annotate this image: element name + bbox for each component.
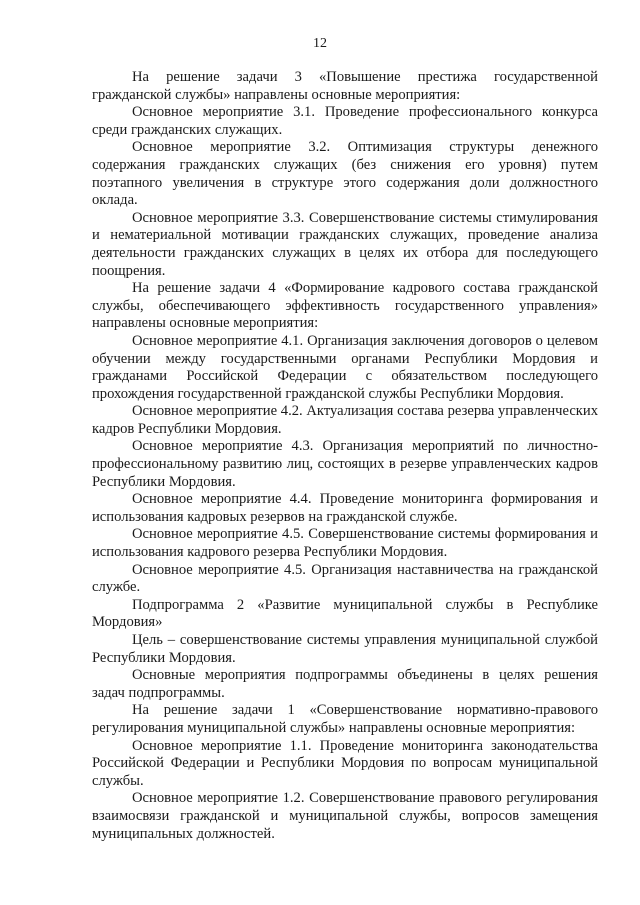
paragraph: Основное мероприятие 4.5. Совершенствование системы формирования и использования кадрового резерва Республики Мордовия. <box>92 526 598 561</box>
paragraph: Основное мероприятие 4.4. Проведение мониторинга формирования и использования кадровых резервов на гражданской службе. <box>92 491 598 525</box>
paragraph: Основное мероприятие 4.3. Организация мероприятий по личностно-профессиональному развитию лиц, состоящих в резерве управленческих кадров Республики Мордовия. <box>92 438 598 490</box>
paragraph: Основное мероприятие 1.1. Проведение мониторинга законодательства Российской Федерации и Республики Мордовия по вопросам муниципальной службы. <box>92 737 598 789</box>
page-number: 12 <box>313 36 327 51</box>
subprogram-heading: Подпрограмма 2 «Развитие муниципальной службы в Республике Мордовия» <box>92 596 598 631</box>
paragraph: Основное мероприятие 1.2. Совершенствование правового регулирования взаимосвязи гражданской и муниципальной службы, вопросов замещения муниципальных должностей. <box>92 790 598 842</box>
paragraph: Основное мероприятие 3.3. Совершенствование системы стимулирования и нематериальной мотивации гражданских служащих, проведение анализа деятельности гражданских служащих в целях их отбора для последующего поощрения. <box>92 209 598 279</box>
paragraph: Основные мероприятия подпрограммы объединены в целях решения задач подпрограммы. <box>92 667 598 701</box>
paragraph: На решение задачи 4 «Формирование кадрового состава гражданской службы, обеспечивающего эффективность государственного управления» направлены основные мероприятия: <box>92 280 598 332</box>
paragraph: Основное мероприятие 4.5. Организация наставничества на гражданской службе. <box>92 561 598 596</box>
paragraph: Основное мероприятие 3.1. Проведение профессионального конкурса среди гражданских служащих. <box>92 104 598 138</box>
paragraph: На решение задачи 1 «Совершенствование нормативно-правового регулирования муниципальной службы» направлены основные мероприятия: <box>92 702 598 736</box>
paragraph: Основное мероприятие 3.2. Оптимизация структуры денежного содержания гражданских служащих (без снижения его уровня) путем поэтапного увеличения в структуре этого содержания доли должностного оклада. <box>92 139 598 209</box>
paragraph: Цель – совершенствование системы управления муниципальной службой Республики Мордовия. <box>92 632 598 666</box>
paragraph: Основное мероприятие 4.1. Организация заключения договоров о целевом обучении между государственными органами Республики Мордовия и гражданами Российской Федерации с обязательством последующего прохождения государственной гражданской службы Республики Мордовия. <box>92 332 598 402</box>
paragraph: Основное мероприятие 4.2. Актуализация состава резерва управленческих кадров Республики Мордовия. <box>92 403 598 437</box>
document-body <box>92 69 598 843</box>
paragraph: На решение задачи 3 «Повышение престижа государственной гражданской службы» направлены основные мероприятия: <box>92 69 598 103</box>
